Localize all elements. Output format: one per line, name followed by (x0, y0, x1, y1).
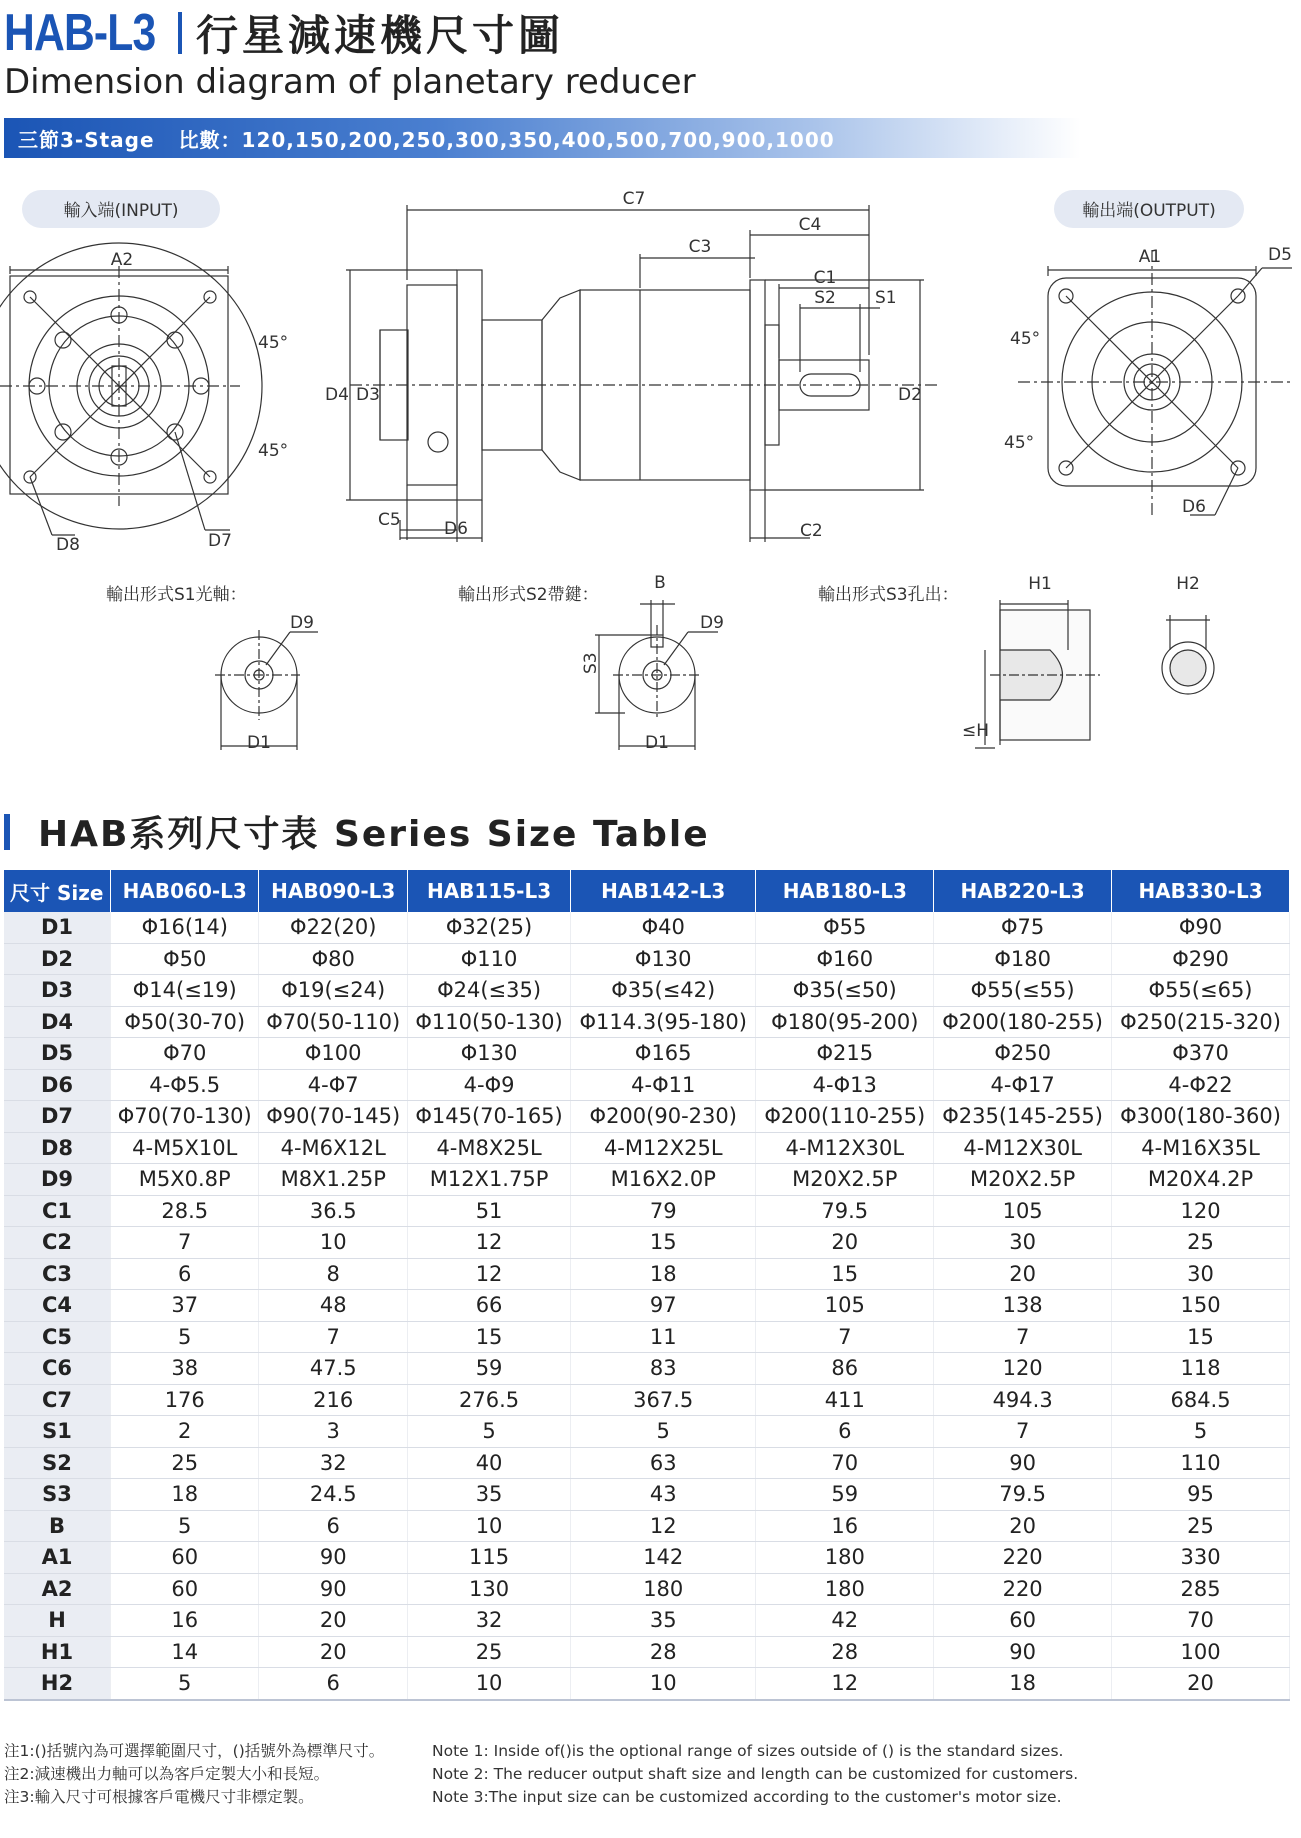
label-d3: D3 (356, 385, 380, 405)
table-cell: 47.5 (259, 1353, 407, 1385)
table-cell: Φ250 (934, 1038, 1112, 1070)
table-cell: M20X4.2P (1112, 1164, 1290, 1196)
table-row (4, 1479, 1290, 1511)
label-a2: A2 (110, 250, 134, 270)
table-row (4, 1573, 1290, 1605)
row-header-cell: S3 (4, 1479, 111, 1511)
table-cell: 7 (111, 1227, 259, 1259)
title-chinese: 行星減速機尺寸圖 (196, 11, 565, 60)
table-cell: Φ110 (407, 943, 570, 975)
table-cell: 285 (1112, 1573, 1290, 1605)
table-cell: 10 (407, 1510, 570, 1542)
output-label: 輸出端(OUTPUT) (1082, 201, 1216, 221)
table-header-cell: HAB180-L3 (756, 870, 934, 912)
table-cell: 63 (571, 1447, 756, 1479)
label-d6-side: D6 (444, 519, 468, 539)
row-header-cell: C7 (4, 1384, 111, 1416)
table-cell: 70 (756, 1447, 934, 1479)
table-section-heading (4, 806, 710, 857)
table-cell: 15 (571, 1227, 756, 1259)
table-cell: 130 (407, 1573, 570, 1605)
label-h1: H1 (1028, 574, 1052, 594)
table-header-cell: HAB330-L3 (1112, 870, 1290, 912)
table-cell: 90 (934, 1447, 1112, 1479)
table-cell: 138 (934, 1290, 1112, 1322)
table-cell: 90 (934, 1636, 1112, 1668)
table-cell: 220 (934, 1542, 1112, 1574)
table-header-cell: HAB060-L3 (111, 870, 259, 912)
table-cell: 5 (111, 1321, 259, 1353)
table-cell: 86 (756, 1353, 934, 1385)
table-row (4, 1006, 1290, 1038)
table-cell: 4-Φ17 (934, 1069, 1112, 1101)
notes-chinese (4, 1740, 384, 1809)
table-cell: 5 (1112, 1416, 1290, 1448)
row-header-cell: D7 (4, 1101, 111, 1133)
note-en-3: Note 3:The input size can be customized according to the customer's motor size. (432, 1788, 1062, 1806)
table-cell: 36.5 (259, 1195, 407, 1227)
table-cell: 20 (934, 1510, 1112, 1542)
label-d7: D7 (208, 531, 232, 551)
table-cell: 4-Φ13 (756, 1069, 934, 1101)
label-d1-s2: D1 (645, 733, 669, 753)
label-d9-s2: D9 (700, 613, 724, 633)
row-header-cell: S1 (4, 1416, 111, 1448)
input-flange-view (0, 243, 262, 535)
table-cell: 16 (756, 1510, 934, 1542)
table-cell: 115 (407, 1542, 570, 1574)
table-row (4, 1636, 1290, 1668)
table-cell: 216 (259, 1384, 407, 1416)
table-cell: 30 (1112, 1258, 1290, 1290)
label-c5: C5 (378, 510, 401, 530)
table-cell: 60 (934, 1605, 1112, 1637)
table-cell: Φ55(≤55) (934, 975, 1112, 1007)
table-cell: Φ130 (571, 943, 756, 975)
table-cell: Φ130 (407, 1038, 570, 1070)
table-cell: 43 (571, 1479, 756, 1511)
table-row (4, 943, 1290, 975)
table-cell: Φ70 (111, 1038, 259, 1070)
label-a1: A1 (1138, 247, 1162, 267)
table-cell: 24.5 (259, 1479, 407, 1511)
table-row (4, 912, 1290, 943)
table-cell: Φ370 (1112, 1038, 1290, 1070)
table-row (4, 1605, 1290, 1637)
row-header-cell: H2 (4, 1668, 111, 1700)
table-cell: 15 (1112, 1321, 1290, 1353)
table-cell: Φ215 (756, 1038, 934, 1070)
row-header-cell: C4 (4, 1290, 111, 1322)
title-row (4, 4, 564, 62)
table-cell: Φ55 (756, 912, 934, 943)
table-header-cell: HAB115-L3 (407, 870, 570, 912)
table-row (4, 1227, 1290, 1259)
note-zh-1: 注1:()括號內為可選擇範圍尺寸，()括號外為標準尺寸。 (4, 1742, 385, 1760)
table-cell: Φ70(50-110) (259, 1006, 407, 1038)
table-cell: 105 (756, 1290, 934, 1322)
table-cell: 38 (111, 1353, 259, 1385)
table-cell: 12 (407, 1227, 570, 1259)
s3-hole-view (975, 600, 1214, 748)
table-cell: 40 (407, 1447, 570, 1479)
table-cell: 330 (1112, 1542, 1290, 1574)
table-cell: 6 (259, 1510, 407, 1542)
table-cell: Φ70(70-130) (111, 1101, 259, 1133)
table-cell: 15 (407, 1321, 570, 1353)
table-row (4, 1668, 1290, 1700)
ratio-label: 比數：120,150,200,250,300,350,400,500,700,900,1000 (178, 127, 835, 152)
label-s2: S2 (814, 288, 836, 308)
table-cell: 35 (407, 1479, 570, 1511)
row-header-cell: S2 (4, 1447, 111, 1479)
table-cell: Φ110(50-130) (407, 1006, 570, 1038)
table-cell: Φ180(95-200) (756, 1006, 934, 1038)
row-header-cell: D6 (4, 1069, 111, 1101)
table-cell: Φ90(70-145) (259, 1101, 407, 1133)
table-row (4, 1353, 1290, 1385)
table-cell: 4-Φ5.5 (111, 1069, 259, 1101)
table-cell: 10 (571, 1668, 756, 1700)
table-cell: 4-M16X35L (1112, 1132, 1290, 1164)
table-cell: M16X2.0P (571, 1164, 756, 1196)
table-cell: Φ50(30-70) (111, 1006, 259, 1038)
table-cell: 20 (259, 1636, 407, 1668)
table-row (4, 1258, 1290, 1290)
row-header-cell: D4 (4, 1006, 111, 1038)
table-row (4, 1542, 1290, 1574)
table-cell: 120 (934, 1353, 1112, 1385)
label-d6-out: D6 (1182, 497, 1206, 517)
table-cell: Φ290 (1112, 943, 1290, 975)
table-cell: Φ145(70-165) (407, 1101, 570, 1133)
table-cell: 4-M8X25L (407, 1132, 570, 1164)
table-cell: Φ32(25) (407, 912, 570, 943)
table-row (4, 1101, 1290, 1133)
table-cell: 684.5 (1112, 1384, 1290, 1416)
table-header-row (4, 870, 1290, 912)
table-cell: 10 (259, 1227, 407, 1259)
table-cell: 105 (934, 1195, 1112, 1227)
table-cell: Φ35(≤50) (756, 975, 934, 1007)
table-cell: Φ55(≤65) (1112, 975, 1290, 1007)
row-header-cell: C3 (4, 1258, 111, 1290)
note-en-2: Note 2: The reducer output shaft size and length can be customized for customers. (432, 1765, 1079, 1783)
label-d4: D4 (325, 385, 349, 405)
table-row (4, 1416, 1290, 1448)
table-row (4, 1384, 1290, 1416)
row-header-cell: D3 (4, 975, 111, 1007)
table-cell: 14 (111, 1636, 259, 1668)
table-cell: 37 (111, 1290, 259, 1322)
table-cell: Φ14(≤19) (111, 975, 259, 1007)
table-cell: 28 (571, 1636, 756, 1668)
table-cell: M12X1.75P (407, 1164, 570, 1196)
table-cell: Φ114.3(95-180) (571, 1006, 756, 1038)
section-bar (4, 814, 10, 850)
table-cell: 25 (1112, 1227, 1290, 1259)
series-size-table (4, 870, 1290, 1701)
table-cell: Φ75 (934, 912, 1112, 943)
table-cell: 90 (259, 1573, 407, 1605)
table-cell: 142 (571, 1542, 756, 1574)
table-cell: 25 (1112, 1510, 1290, 1542)
table-row (4, 1132, 1290, 1164)
table-header-cell: HAB220-L3 (934, 870, 1112, 912)
table-cell: 25 (111, 1447, 259, 1479)
table-cell: 79.5 (934, 1479, 1112, 1511)
table-cell: 6 (111, 1258, 259, 1290)
table-cell: 100 (1112, 1636, 1290, 1668)
table-cell: 42 (756, 1605, 934, 1637)
table-cell: 150 (1112, 1290, 1290, 1322)
table-cell: 95 (1112, 1479, 1290, 1511)
table-cell: Φ35(≤42) (571, 975, 756, 1007)
table-cell: 411 (756, 1384, 934, 1416)
table-cell: 20 (1112, 1668, 1290, 1700)
s2-label: 輸出形式S2帶鍵： (458, 585, 599, 605)
table-cell: 30 (934, 1227, 1112, 1259)
table-cell: 25 (407, 1636, 570, 1668)
label-s3: S3 (581, 652, 601, 674)
table-cell: 110 (1112, 1447, 1290, 1479)
table-cell: 180 (756, 1573, 934, 1605)
table-cell: Φ90 (1112, 912, 1290, 943)
table-cell: 5 (407, 1416, 570, 1448)
table-cell: 6 (756, 1416, 934, 1448)
title-english: Dimension diagram of planetary reducer (4, 62, 696, 102)
table-cell: 18 (934, 1668, 1112, 1700)
table-cell: Φ165 (571, 1038, 756, 1070)
table-cell: Φ16(14) (111, 912, 259, 943)
table-cell: 176 (111, 1384, 259, 1416)
table-cell: Φ235(145-255) (934, 1101, 1112, 1133)
table-cell: Φ200(180-255) (934, 1006, 1112, 1038)
table-row (4, 1447, 1290, 1479)
table-cell: 59 (756, 1479, 934, 1511)
table-cell: Φ160 (756, 943, 934, 975)
row-header-cell: D8 (4, 1132, 111, 1164)
label-b: B (654, 573, 666, 593)
table-cell: Φ180 (934, 943, 1112, 975)
row-header-cell: D9 (4, 1164, 111, 1196)
table-cell: 5 (111, 1668, 259, 1700)
label-d8: D8 (56, 535, 80, 555)
table-cell: Φ80 (259, 943, 407, 975)
note-zh-3: 注3:輸入尺寸可根據客戶電機尺寸非標定製。 (4, 1788, 314, 1806)
table-cell: 7 (756, 1321, 934, 1353)
table-cell: 28.5 (111, 1195, 259, 1227)
table-row (4, 1164, 1290, 1196)
label-d1-s1: D1 (247, 733, 271, 753)
table-cell: 20 (259, 1605, 407, 1637)
row-header-cell: D5 (4, 1038, 111, 1070)
label-h2: H2 (1176, 574, 1200, 594)
table-cell: 15 (756, 1258, 934, 1290)
table-cell: 20 (756, 1227, 934, 1259)
table-cell: 12 (571, 1510, 756, 1542)
table-cell: Φ22(20) (259, 912, 407, 943)
table-cell: 220 (934, 1573, 1112, 1605)
table-cell: 7 (934, 1321, 1112, 1353)
table-cell: Φ19(≤24) (259, 975, 407, 1007)
table-cell: Φ200(110-255) (756, 1101, 934, 1133)
s3-label: 輸出形式S3孔出： (818, 585, 959, 605)
row-header-cell: B (4, 1510, 111, 1542)
table-cell: M8X1.25P (259, 1164, 407, 1196)
row-header-cell: A2 (4, 1573, 111, 1605)
s1-label: 輸出形式S1光軸： (106, 585, 247, 605)
input-label: 輸入端(INPUT) (63, 201, 179, 221)
label-c7: C7 (622, 189, 646, 209)
table-cell: 5 (111, 1510, 259, 1542)
label-c4: C4 (798, 215, 822, 235)
label-45-out-top: 45° (1010, 329, 1041, 349)
table-cell: 16 (111, 1605, 259, 1637)
table-cell: 18 (571, 1258, 756, 1290)
table-row (4, 1195, 1290, 1227)
table-cell: 4-M12X30L (756, 1132, 934, 1164)
table-cell: 2 (111, 1416, 259, 1448)
table-cell: 4-Φ9 (407, 1069, 570, 1101)
table-cell: 494.3 (934, 1384, 1112, 1416)
title-divider (178, 12, 182, 54)
label-45-out-bottom: 45° (1004, 433, 1035, 453)
table-cell: 11 (571, 1321, 756, 1353)
table-cell: 4-M12X30L (934, 1132, 1112, 1164)
side-view (346, 205, 940, 542)
row-header-cell: A1 (4, 1542, 111, 1574)
table-cell: 7 (259, 1321, 407, 1353)
table-cell: 48 (259, 1290, 407, 1322)
label-45-bottom: 45° (258, 441, 289, 461)
output-flange-view (1018, 250, 1292, 515)
table-cell: 28 (756, 1636, 934, 1668)
dimension-drawing (0, 170, 1301, 770)
table-cell: 70 (1112, 1605, 1290, 1637)
table-cell: 97 (571, 1290, 756, 1322)
table-cell: 276.5 (407, 1384, 570, 1416)
label-d5: D5 (1268, 245, 1292, 265)
table-cell: 66 (407, 1290, 570, 1322)
row-header-cell: H1 (4, 1636, 111, 1668)
table-cell: 60 (111, 1573, 259, 1605)
table-row (4, 1069, 1290, 1101)
stage-label: 三節3-Stage (18, 127, 155, 152)
table-cell: M20X2.5P (756, 1164, 934, 1196)
table-cell: 60 (111, 1542, 259, 1574)
table-cell: 79.5 (756, 1195, 934, 1227)
table-cell: Φ40 (571, 912, 756, 943)
note-zh-2: 注2:減速機出力軸可以為客戶定製大小和長短。 (4, 1765, 330, 1783)
table-row (4, 975, 1290, 1007)
table-cell: 32 (407, 1605, 570, 1637)
row-header-cell: C6 (4, 1353, 111, 1385)
stage-banner (4, 118, 1081, 158)
table-cell: 12 (407, 1258, 570, 1290)
s1-shaft-view (215, 630, 318, 750)
table-cell: 4-Φ22 (1112, 1069, 1290, 1101)
table-cell: Φ300(180-360) (1112, 1101, 1290, 1133)
table-cell: 3 (259, 1416, 407, 1448)
table-row (4, 1510, 1290, 1542)
label-c3: C3 (688, 237, 712, 257)
notes-english (432, 1740, 1078, 1809)
table-cell: 367.5 (571, 1384, 756, 1416)
table-section-title: HAB系列尺寸表 Series Size Table (38, 814, 710, 855)
table-header-cell: HAB090-L3 (259, 870, 407, 912)
table-cell: 6 (259, 1668, 407, 1700)
table-header-cell: HAB142-L3 (571, 870, 756, 912)
row-header-cell: C2 (4, 1227, 111, 1259)
table-cell: Φ250(215-320) (1112, 1006, 1290, 1038)
table-cell: 4-Φ11 (571, 1069, 756, 1101)
label-45-top: 45° (258, 333, 289, 353)
table-cell: 180 (571, 1573, 756, 1605)
row-header-cell: H (4, 1605, 111, 1637)
table-cell: 59 (407, 1353, 570, 1385)
table-cell: 18 (111, 1479, 259, 1511)
note-en-1: Note 1: Inside of()is the optional range of sizes outside of () is the standard sizes. (432, 1742, 1064, 1760)
table-cell: 20 (934, 1258, 1112, 1290)
row-header-cell: D1 (4, 912, 111, 943)
table-cell: 12 (756, 1668, 934, 1700)
table-cell: 7 (934, 1416, 1112, 1448)
table-cell: 5 (571, 1416, 756, 1448)
table-row (4, 1290, 1290, 1322)
table-cell: 90 (259, 1542, 407, 1574)
table-cell: 32 (259, 1447, 407, 1479)
table-cell: 180 (756, 1542, 934, 1574)
table-cell: Φ100 (259, 1038, 407, 1070)
table-cell: Φ24(≤35) (407, 975, 570, 1007)
table-row (4, 1321, 1290, 1353)
table-cell: M20X2.5P (934, 1164, 1112, 1196)
table-cell: 83 (571, 1353, 756, 1385)
table-cell: 4-M6X12L (259, 1132, 407, 1164)
row-header-cell: C1 (4, 1195, 111, 1227)
table-cell: 79 (571, 1195, 756, 1227)
table-row (4, 1038, 1290, 1070)
model-code: HAB-L3 (4, 4, 156, 62)
label-c2: C2 (800, 521, 823, 541)
table-cell: 120 (1112, 1195, 1290, 1227)
table-cell: 4-M12X25L (571, 1132, 756, 1164)
label-d9-s1: D9 (290, 613, 314, 633)
table-cell: 4-Φ7 (259, 1069, 407, 1101)
table-cell: 35 (571, 1605, 756, 1637)
table-cell: 8 (259, 1258, 407, 1290)
table-cell: Φ200(90-230) (571, 1101, 756, 1133)
table-cell: M5X0.8P (111, 1164, 259, 1196)
label-h: ≤H (962, 721, 990, 741)
table-cell: 10 (407, 1668, 570, 1700)
table-cell: Φ50 (111, 943, 259, 975)
label-s1: S1 (875, 288, 897, 308)
table-cell: 118 (1112, 1353, 1290, 1385)
label-c1: C1 (813, 268, 837, 288)
table-cell: 51 (407, 1195, 570, 1227)
row-header-cell: D2 (4, 943, 111, 975)
label-d2: D2 (898, 385, 922, 405)
table-header-cell: 尺寸 Size (4, 870, 111, 912)
row-header-cell: C5 (4, 1321, 111, 1353)
table-cell: 4-M5X10L (111, 1132, 259, 1164)
